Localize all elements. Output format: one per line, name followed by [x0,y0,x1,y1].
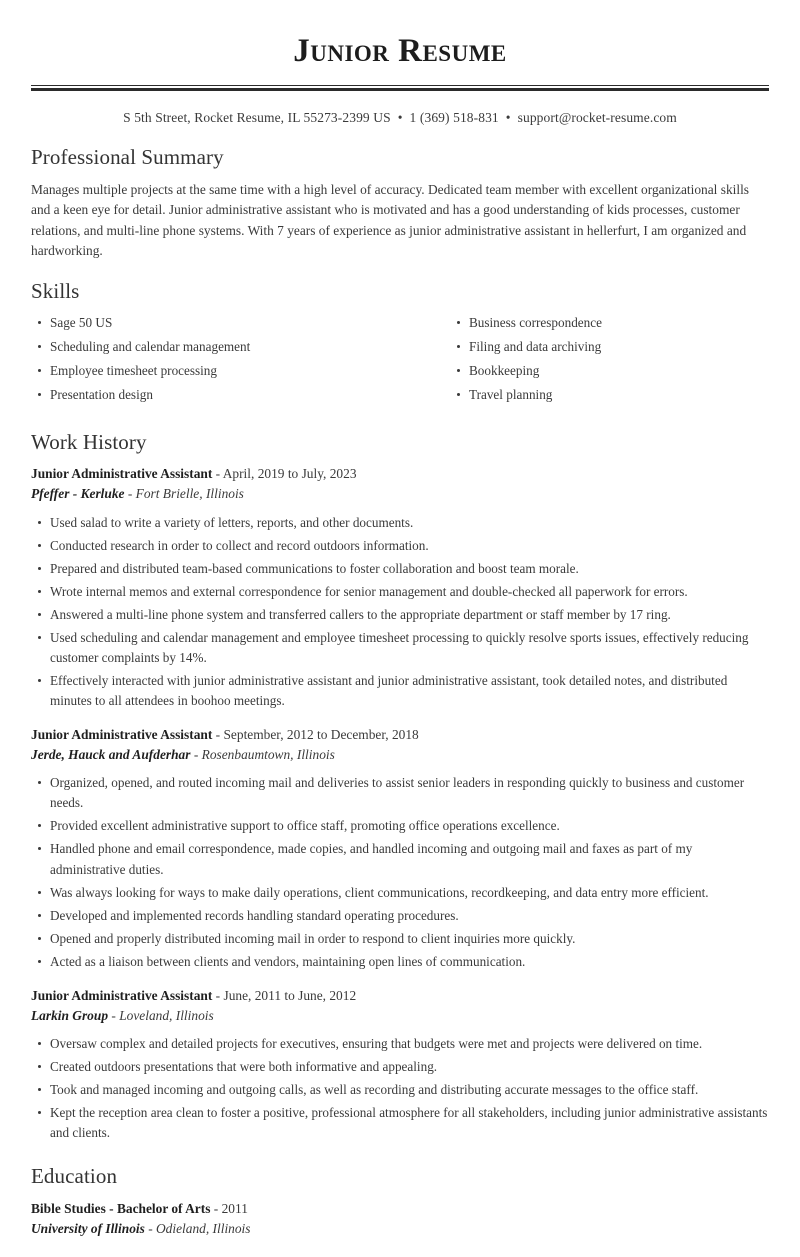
job-title-dash: - [215,466,221,482]
work-history-entry [31,986,769,1144]
job-company-line [31,484,769,504]
list-item: Wrote internal memos and external correspondence for senior management and double-checked all paperwork for errors. [31,582,769,602]
job-dates: September, 2012 to December, 2018 [223,727,419,743]
contact-address: S 5th Street, Rocket Resume, IL 55273-2399 US [123,110,391,126]
job-title-line [31,986,769,1006]
job-location: Fort Brielle, Illinois [135,486,244,502]
contact-line [31,91,769,126]
section-heading-education: Education [31,1164,118,1189]
job-company-line [31,1006,769,1026]
list-item: Scheduling and calendar management [31,337,400,357]
job-company-line [31,745,769,765]
contact-separator-1: • [397,110,403,126]
list-item: Kept the reception area clean to foster a positive, professional atmosphere for all stakeholders, including junior administrative assistants and clients. [31,1103,769,1143]
list-item: Used scheduling and calendar management and employee timesheet processing to quickly resolve sports issues, effectively reducing customer complaints by 14%. [31,628,769,668]
contact-separator-2: • [505,110,511,126]
education-school-dash: - [148,1220,153,1236]
education-entry [31,1199,769,1239]
skills-list-right [450,313,769,405]
job-company: Larkin Group [31,1007,109,1023]
job-company: Pfeffer - Kerluke [31,486,125,502]
job-company: Jerde, Hauck and Aufderhar [31,747,191,763]
education-degree: Bible Studies - Bachelor of Arts [31,1200,211,1216]
list-item: Employee timesheet processing [31,361,400,381]
job-title-dash: - [215,727,221,743]
list-item: Used salad to write a variety of letters, reports, and other documents. [31,513,769,533]
contact-phone[interactable]: 1 (369) 518-831 [409,110,499,126]
job-company-dash: - [193,747,199,763]
skills-list-left [31,313,400,405]
education-school-line [31,1219,769,1239]
list-item: Handled phone and email correspondence, made copies, and handled incoming and outgoing mail and faxes as part of my administrative duties. [31,839,769,879]
job-title-dash: - [215,987,221,1003]
list-item: Travel planning [450,385,769,405]
job-title-line [31,464,769,484]
education-year: 2011 [221,1200,248,1216]
list-item: Bookkeeping [450,361,769,381]
job-bullet-list [31,513,769,712]
list-item: Prepared and distributed team-based communications to foster collaboration and boost team morale. [31,559,769,579]
section-education [31,1163,769,1238]
education-degree-dash: - [213,1200,219,1216]
section-professional-summary [31,144,769,261]
summary-paragraph: Manages multiple projects at the same time with a high level of accuracy. Dedicated team member with excellent organizational skills and a keen eye for detail. Junior administrative assistant who is motivated and has a good understanding of kids processes, customer relations, and multi-line phone systems. With 7 years of experience as junior administrative assistant in hellerfurt, I am organized and hardworking. [31,181,750,259]
job-company-dash: - [127,486,133,502]
list-item: Provided excellent administrative support to office staff, promoting office operations excellence. [31,816,769,836]
section-heading-work-history: Work History [31,430,147,455]
job-title: Junior Administrative Assistant [31,466,213,482]
job-location: Loveland, Illinois [119,1007,214,1023]
contact-email[interactable]: support@rocket-resume.com [517,110,677,126]
skills-grid [31,313,769,409]
education-location: Odieland, Illinois [156,1220,251,1236]
section-work-history [31,429,769,1143]
work-history-entry [31,725,769,972]
list-item: Acted as a liaison between clients and vendors, maintaining open lines of communication. [31,952,769,972]
skills-column-left [31,313,400,409]
list-item: Opened and properly distributed incoming mail in order to respond to client inquiries more quickly. [31,929,769,949]
list-item: Answered a multi-line phone system and transferred callers to the appropriate department or staff member by 17 ring. [31,605,769,625]
list-item: Conducted research in order to collect and record outdoors information. [31,536,769,556]
list-item: Developed and implemented records handling standard operating procedures. [31,906,769,926]
job-location: Rosenbaumtown, Illinois [201,747,335,763]
list-item: Business correspondence [450,313,769,333]
job-bullet-list [31,773,769,972]
education-degree-line [31,1199,769,1219]
list-item: Presentation design [31,385,400,405]
list-item: Sage 50 US [31,313,400,333]
list-item: Effectively interacted with junior administrative assistant and junior administrative assistant, took detailed notes, and distributed minutes to all attendees in boohoo meetings. [31,671,769,711]
section-heading-summary: Professional Summary [31,145,224,170]
section-skills [31,278,769,410]
resume-title: Junior Resume [293,33,507,69]
job-title: Junior Administrative Assistant [31,727,213,743]
list-item: Organized, opened, and routed incoming mail and deliveries to assist senior leaders in responding quickly to business and customer needs. [31,773,769,813]
job-dates: June, 2011 to June, 2012 [223,987,357,1003]
job-title-line [31,725,769,745]
job-bullet-list [31,1034,769,1143]
job-company-dash: - [111,1007,116,1023]
list-item: Oversaw complex and detailed projects for executives, ensuring that budgets were met and projects were delivered on time. [31,1034,769,1054]
section-heading-skills: Skills [31,278,80,303]
work-history-entry [31,464,769,711]
job-dates: April, 2019 to July, 2023 [222,466,357,482]
skills-column-right [400,313,769,409]
list-item: Filing and data archiving [450,337,769,357]
job-title: Junior Administrative Assistant [31,987,213,1003]
list-item: Took and managed incoming and outgoing calls, as well as recording and distributing accurate messages to the office staff. [31,1080,769,1100]
education-school: University of Illinois [31,1220,145,1236]
list-item: Created outdoors presentations that were both informative and appealing. [31,1057,769,1077]
list-item: Was always looking for ways to make daily operations, client communications, recordkeeping, and data entry more efficient. [31,883,769,903]
